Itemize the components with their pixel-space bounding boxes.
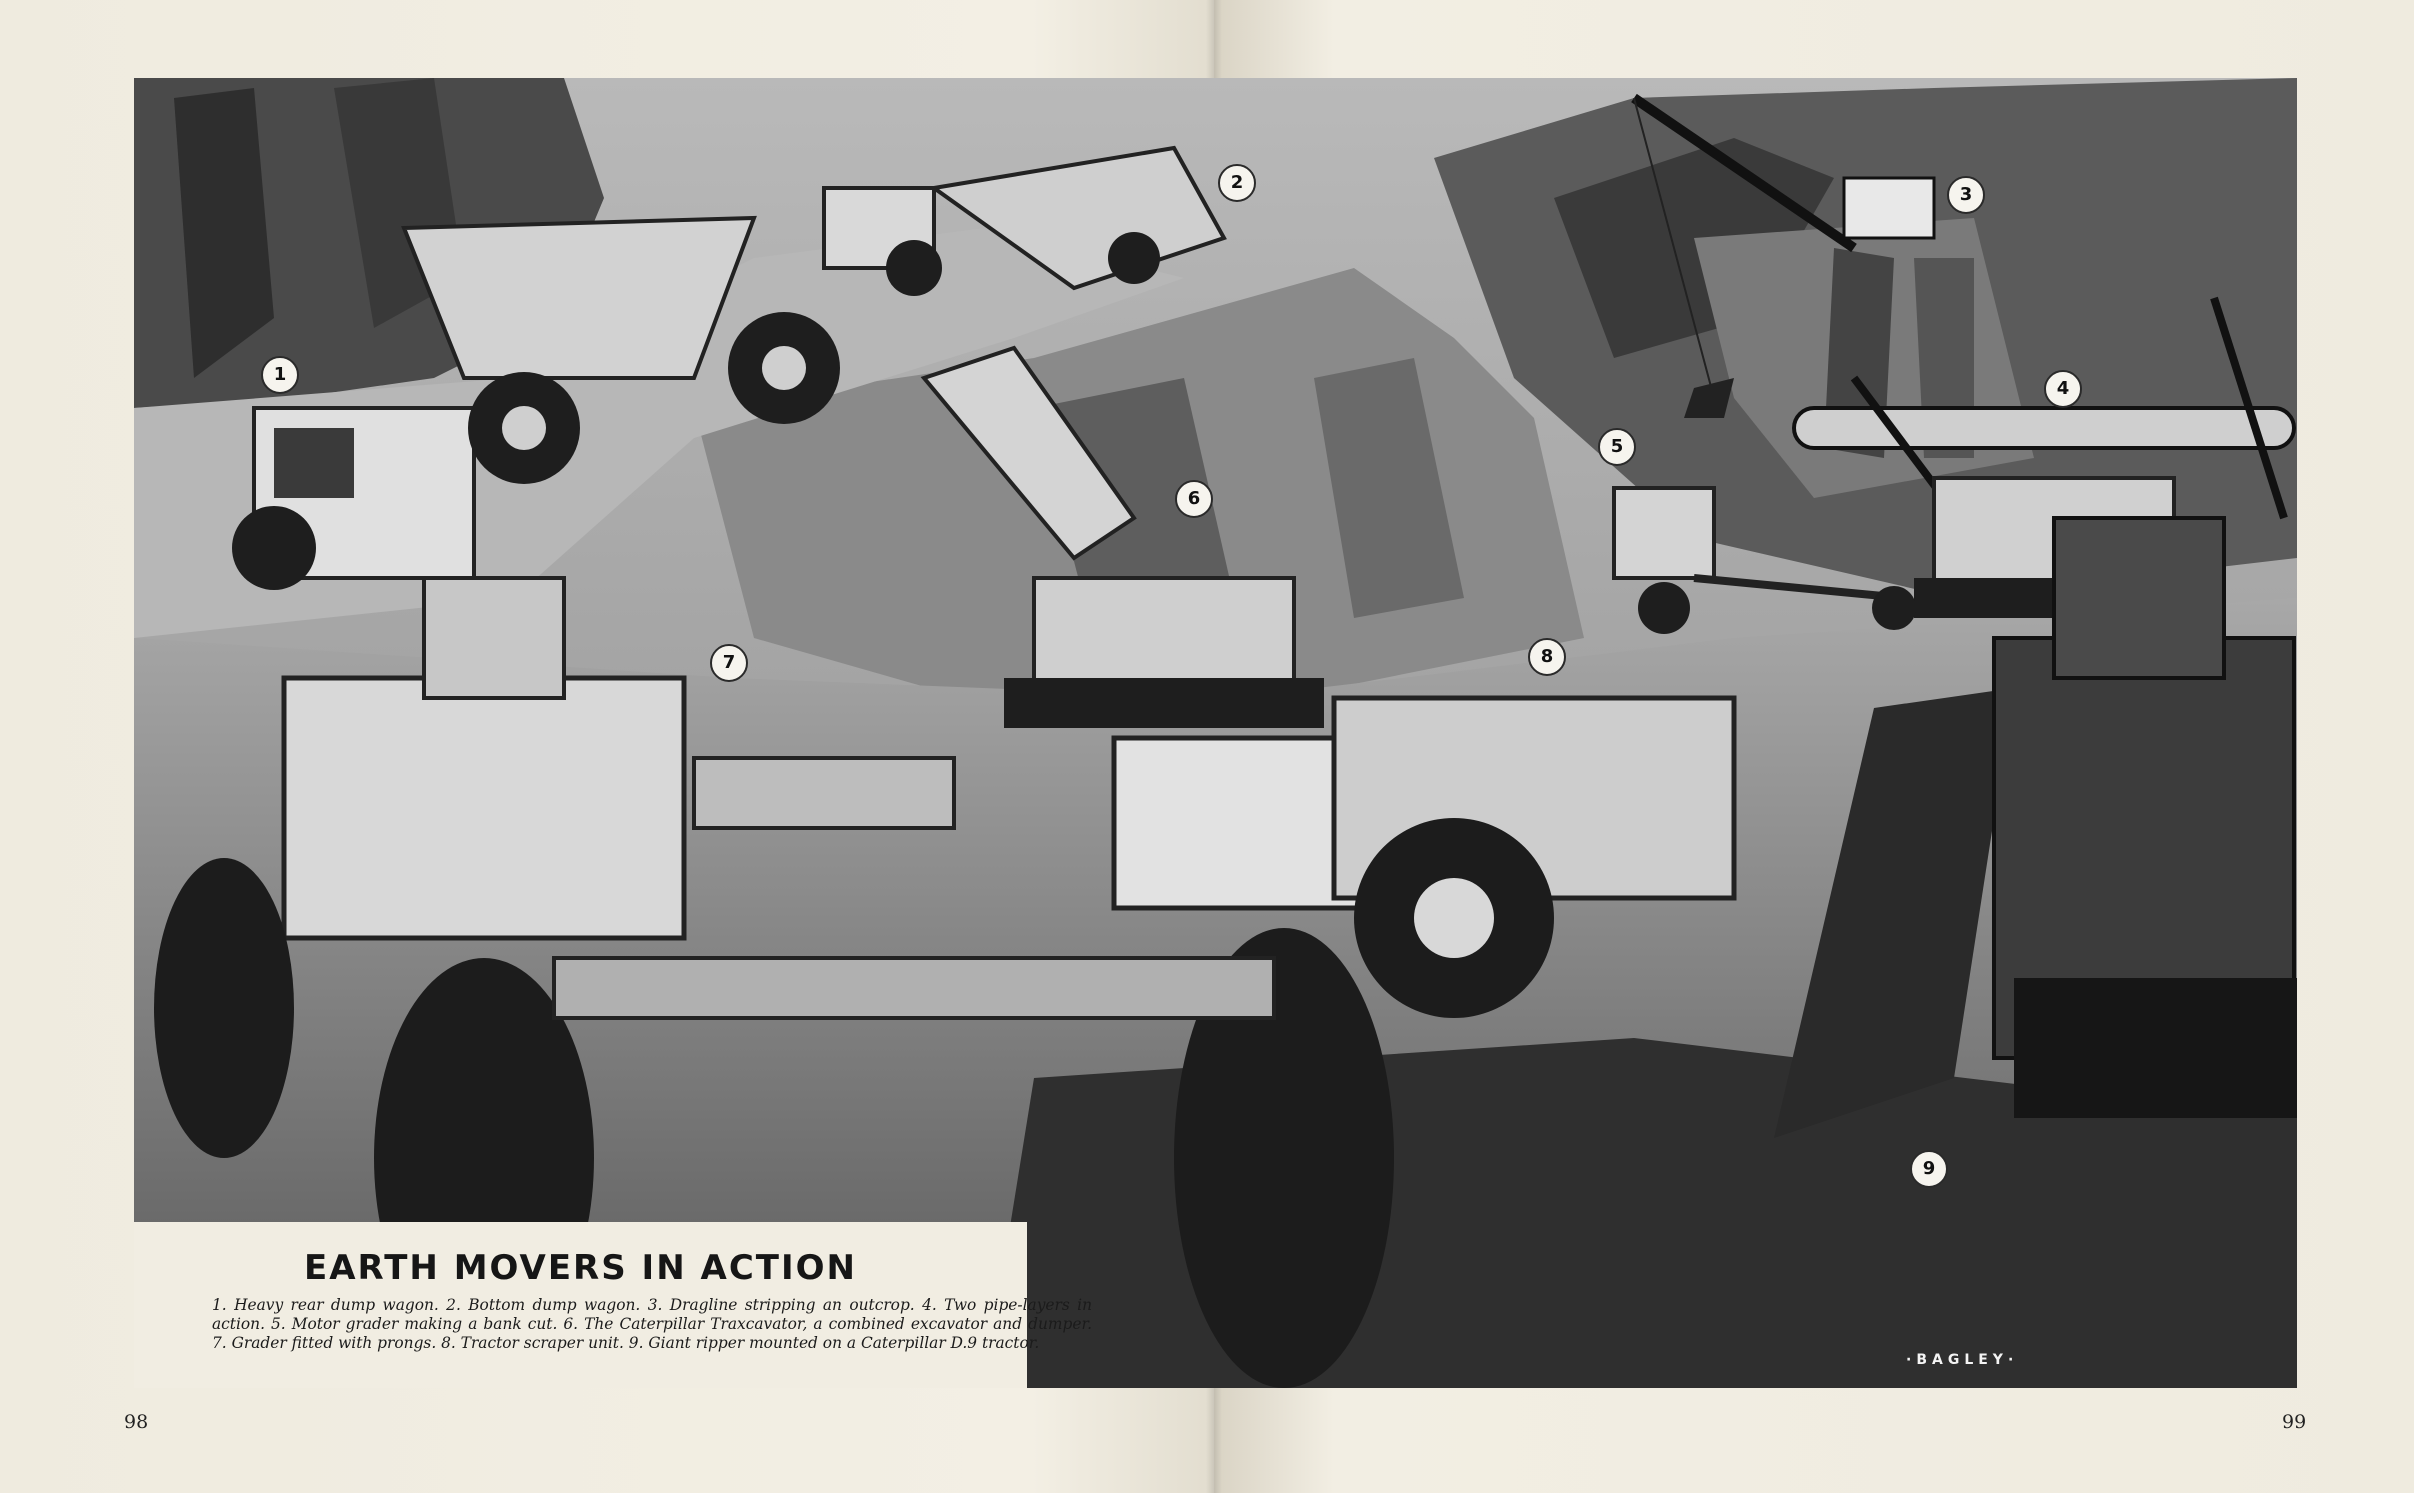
callout-7: 7 [710, 644, 748, 682]
callout-6: 6 [1175, 480, 1213, 518]
earth-movers-illustration [134, 78, 2297, 1388]
caption-text: 1. Heavy rear dump wagon. 2. Bottom dump wagon. 3. Dragline stripping an outcrop. 4. Two pipe-layers in action. 5. Motor grader making a bank cut. 6. The Caterpillar Traxcavator, a combined excavator and dumper. 7. Grader fitted with prongs. 8. Tractor scraper unit. 9. Giant ripper mounted on a Caterpillar D.9 tractor. [212, 1296, 1092, 1352]
callout-5: 5 [1598, 428, 1636, 466]
caption-box [134, 1222, 1092, 1388]
page-number-left: 98 [124, 1411, 149, 1433]
callout-2: 2 [1218, 164, 1256, 202]
illustration-drawing [134, 78, 2297, 1388]
callout-1: 1 [261, 356, 299, 394]
page-number-right: 99 [2282, 1411, 2307, 1433]
caption-title: EARTH MOVERS IN ACTION [304, 1248, 857, 1288]
callout-3: 3 [1947, 176, 1985, 214]
callout-4: 4 [2044, 370, 2082, 408]
artist-signature: ·BAGLEY· [1906, 1352, 2019, 1368]
callout-8: 8 [1528, 638, 1566, 676]
callout-9: 9 [1910, 1150, 1948, 1188]
